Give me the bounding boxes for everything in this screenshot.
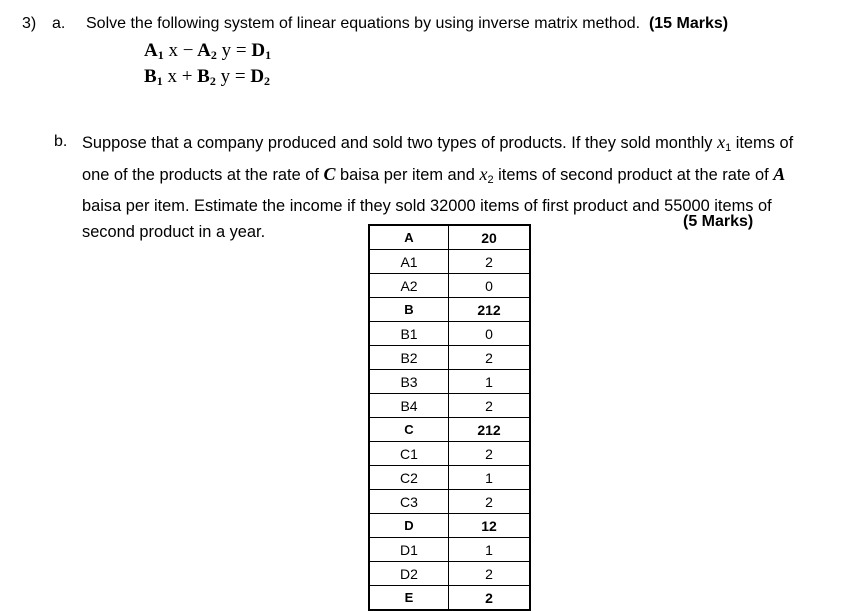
part-b-marks: (5 Marks) [683,213,754,230]
table-value-cell: 1 [449,370,531,394]
part-b-paragraph: Suppose that a company produced and sold two types of products. If they sold monthly $x_1$ items of one of the products at the rate of C baisa per item and $x_2$ items of second product at the rate of A baisa per item. Estimate the income if they sold 32000 items of first product and 55000 items of second product in a year. [82,132,794,241]
table-row [369,442,530,466]
table-value-cell: 20 [449,225,531,250]
table-label-cell: B4 [369,394,449,418]
part-b-letter: b. [54,133,68,150]
question-number: 3) [22,15,37,32]
table-row [369,466,530,490]
table-label-cell: A [369,225,449,250]
table-value-cell: 2 [449,442,531,466]
table-row [369,562,530,586]
equation-2: $B_1$ $x + B_2$ $y = D_2$ [144,66,271,88]
table-label-cell: B [369,298,449,322]
table-row [369,538,530,562]
table-label-cell: B1 [369,322,449,346]
table-label-cell: E [369,586,449,611]
table-value-cell: 2 [449,250,531,274]
table-row [369,250,530,274]
table-row [369,394,530,418]
table-label-cell: D2 [369,562,449,586]
table-row [369,514,530,538]
table-label-cell: D [369,514,449,538]
table-row [369,490,530,514]
table-value-cell: 0 [449,274,531,298]
part-a-text: Solve the following system of linear equations by using inverse matrix method. [86,15,641,32]
table-row [369,274,530,298]
table-value-cell: 2 [449,394,531,418]
table-row [369,418,530,442]
table-value-cell: 212 [449,418,531,442]
table-row [369,298,530,322]
table-row [369,225,530,250]
values-table [368,224,531,611]
table-value-cell: 12 [449,514,531,538]
table-value-cell: 212 [449,298,531,322]
table-label-cell: B2 [369,346,449,370]
table-label-cell: D1 [369,538,449,562]
table-value-cell: 0 [449,322,531,346]
table-label-cell: C2 [369,466,449,490]
part-a-instruction [86,14,728,34]
table-value-cell: 1 [449,538,531,562]
equation-1: $A_1$ $x - A_2$ $y = D_1$ [144,40,272,62]
part-a-letter: a. [52,15,66,32]
table-value-cell: 2 [449,490,531,514]
table-value-cell: 2 [449,586,531,611]
table-label-cell: C [369,418,449,442]
table-value-cell: 2 [449,562,531,586]
table-label-cell: B3 [369,370,449,394]
table-row [369,586,530,611]
table-row [369,322,530,346]
table-label-cell: C3 [369,490,449,514]
table-label-cell: A2 [369,274,449,298]
table-row [369,370,530,394]
table-label-cell: A1 [369,250,449,274]
table-row [369,346,530,370]
table-value-cell: 2 [449,346,531,370]
part-a-marks: (15 Marks) [648,15,729,32]
table-value-cell: 1 [449,466,531,490]
table-label-cell: C1 [369,442,449,466]
